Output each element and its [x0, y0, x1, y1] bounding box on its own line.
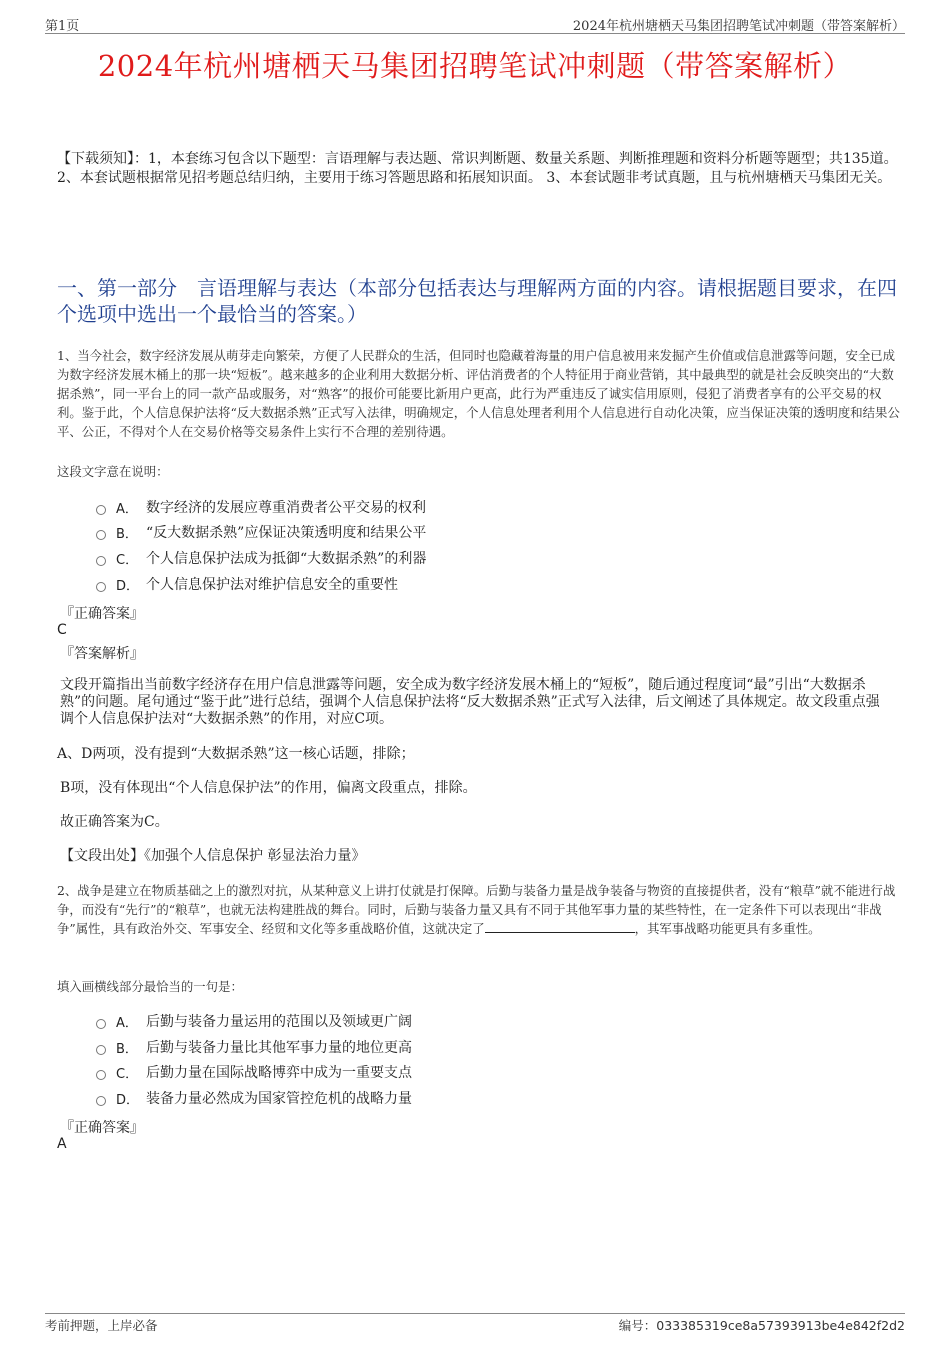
option-text: 后勤力量在国际战略博弈中成为一重要支点: [146, 1065, 412, 1081]
question-1-prompt: 这段文字意在说明：: [57, 464, 169, 479]
option-letter: C．: [116, 552, 139, 568]
radio-icon[interactable]: [96, 582, 106, 592]
q2-option-c[interactable]: [96, 1062, 412, 1082]
q2-answer: A: [57, 1136, 67, 1152]
q1-analysis-ad: A、D两项，没有提到“大数据杀熟”这一核心话题，排除；: [57, 746, 415, 762]
option-letter: B．: [116, 526, 138, 542]
option-text: 后勤与装备力量比其他军事力量的地位更高: [146, 1040, 412, 1056]
q2-option-b[interactable]: [96, 1037, 412, 1057]
q1-answer-label: 『正确答案』: [60, 606, 144, 622]
option-letter: D．: [116, 1092, 140, 1108]
footer-slogan: 考前押题，上岸必备: [45, 1318, 158, 1333]
radio-icon[interactable]: [96, 1070, 106, 1080]
header-doc-title: 2024年杭州塘栖天马集团招聘笔试冲刺题（带答案解析）: [572, 19, 905, 34]
q2-option-a[interactable]: [96, 1011, 412, 1031]
option-text: “反大数据杀熟”应保证决策透明度和结果公平: [146, 525, 427, 541]
q1-option-b[interactable]: [96, 522, 426, 542]
footer-doc-code: 编号：033385319ce8a57393913be4e842f2d2: [618, 1318, 905, 1333]
question-1-text: 1、当今社会，数字经济发展从萌芽走向繁荣，方便了人民群众的生活，但同时也隐藏着海量的用户信息被用来发掘产生价值或信息泄露等问题，安全已成为数字经济发展木桶上的那一块“短板”。越来越多的企业利用大数据分析、评估消费者的个人特征用于商业营销，其中最典型的就是社会反映突出的“大数据杀熟”，同一平台上的同一款产品或服务，对“熟客”的报价可能要比新用户更高，此行为严重违反了诚实信用原则，侵犯了消费者享有的公平交易的权利。鉴于此，个人信息保护法将“反大数据杀熟”正式写入法律，明确规定，个人信息处理者利用个人信息进行自动化决策，应当保证决策的透明度和结果公平、公正，不得对个人在交易价格等交易条件上实行不合理的差别待遇。: [57, 348, 900, 439]
q1-option-d[interactable]: [96, 574, 398, 594]
option-letter: A．: [116, 501, 138, 517]
page-header: [45, 15, 905, 34]
option-text: 个人信息保护法成为抵御“大数据杀熟”的利器: [146, 551, 427, 567]
radio-icon[interactable]: [96, 505, 106, 515]
radio-icon[interactable]: [96, 1096, 106, 1106]
q2-answer-label: 『正确答案』: [60, 1120, 144, 1136]
q2-option-d[interactable]: [96, 1088, 412, 1108]
q1-analysis-b: B项，没有体现出“个人信息保护法”的作用，偏离文段重点，排除。: [60, 780, 477, 796]
radio-icon[interactable]: [96, 1045, 106, 1055]
option-letter: C．: [116, 1066, 139, 1082]
q1-option-a[interactable]: [96, 497, 426, 517]
option-text: 数字经济的发展应尊重消费者公平交易的权利: [146, 500, 426, 516]
radio-icon[interactable]: [96, 530, 106, 540]
radio-icon[interactable]: [96, 556, 106, 566]
option-text: 装备力量必然成为国家管控危机的战略力量: [146, 1091, 412, 1107]
radio-icon[interactable]: [96, 1019, 106, 1029]
q2-text-before: 2、战争是建立在物质基础之上的激烈对抗，从某种意义上讲打仗就是打保障。后勤与装备力量是战争装备与物资的直接提供者，没有“粮草”就不能进行战争，而没有“先行”的“粮草”，也就无法构建胜战的舞台。同时，后勤与装备力量又具有不同于其他军事力量的某些特性，在一定条件下可以表现出“非战争”属性，具有政治外交、军事安全、经贸和文化等多重战略价值，这就决定了: [57, 883, 896, 936]
q1-answer: C: [57, 622, 67, 638]
section-heading: 一、第一部分 言语理解与表达（本部分包括表达与理解两方面的内容。请根据题目要求，在四个选项中选出一个最恰当的答案。）: [57, 276, 897, 326]
option-letter: B．: [116, 1041, 138, 1057]
q1-option-c[interactable]: [96, 548, 426, 568]
q2-text-after: ，其军事战略功能更具有多重性。: [634, 921, 821, 936]
download-notice: 【下载须知】：1，本套练习包含以下题型：言语理解与表达题、常识判断题、数量关系题、判断推理题和资料分析题等题型；共135道。 2、本套试题根据常见招考题总结归纳，主要用于练习答题思路和拓展知识面。 3、本套试题非考试真题，且与杭州塘栖天马集团无关。: [57, 151, 898, 186]
fill-blank: [485, 920, 635, 933]
question-2-text: [57, 881, 902, 938]
document-title: 2024年杭州塘栖天马集团招聘笔试冲刺题（带答案解析）: [97, 49, 853, 83]
option-letter: A．: [116, 1015, 138, 1031]
page-number: 第1页: [45, 19, 80, 34]
q1-conclusion: 故正确答案为C。: [60, 814, 169, 830]
option-letter: D．: [116, 578, 140, 594]
q1-analysis-label: 『答案解析』: [60, 646, 144, 662]
option-text: 后勤与装备力量运用的范围以及领域更广阔: [146, 1014, 412, 1030]
q1-source: 【文段出处】《加强个人信息保护 彰显法治力量》: [60, 848, 366, 864]
page-footer: [45, 1313, 905, 1334]
question-2-prompt: 填入画横线部分最恰当的一句是：: [57, 979, 243, 994]
option-text: 个人信息保护法对维护信息安全的重要性: [146, 577, 398, 593]
q1-analysis: 文段开篇指出当前数字经济存在用户信息泄露等问题，安全成为数字经济发展木桶上的“短板”，随后通过程度词“最”引出“大数据杀熟”的问题。尾句通过“鉴于此”进行总结，强调个人信息保护法将“反大数据杀熟”正式写入法律，后文阐述了具体规定。故文段重点强调个人信息保护法对“大数据杀熟”的作用，对应C项。: [60, 677, 880, 727]
